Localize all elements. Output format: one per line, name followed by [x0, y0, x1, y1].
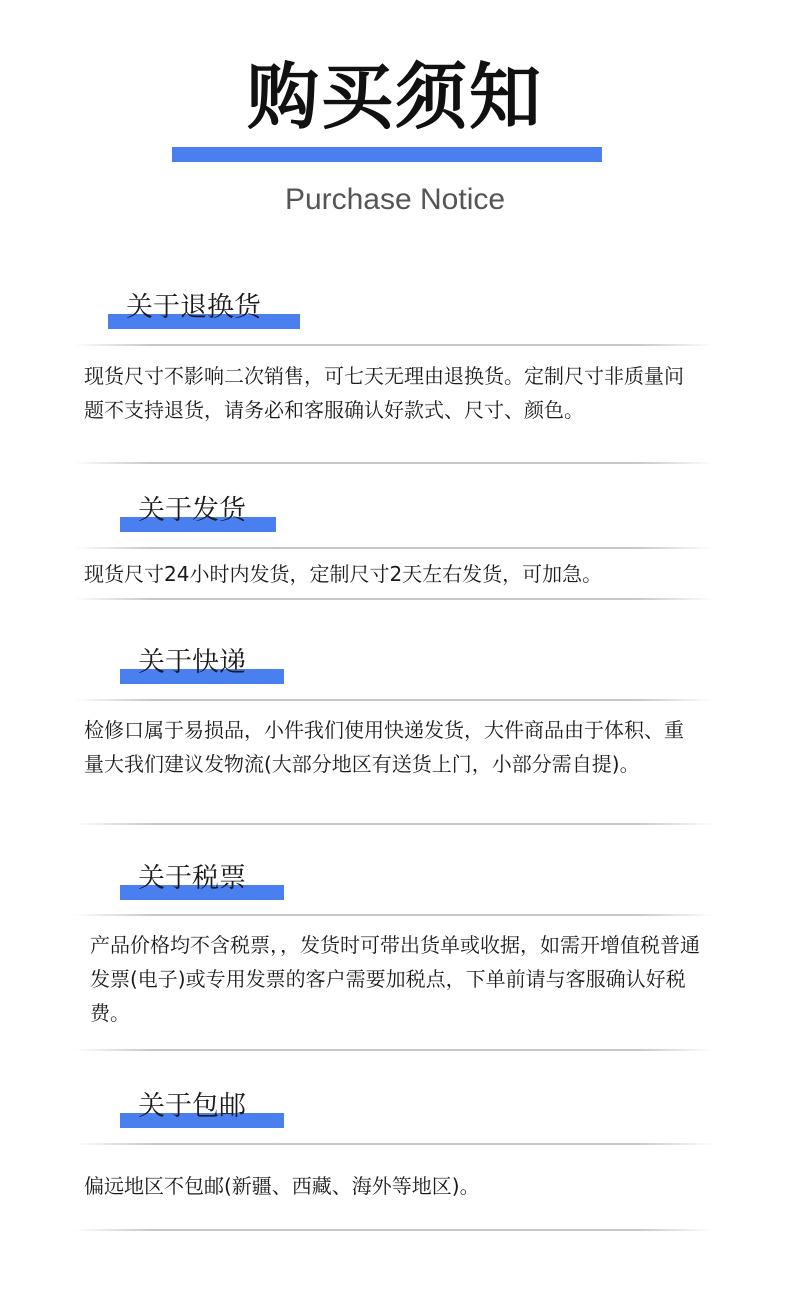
divider [74, 344, 714, 346]
page-title: 购买须知 [246, 55, 543, 139]
heading-text: 关于快递 [138, 647, 246, 678]
divider [74, 914, 714, 916]
section-body-invoice: 产品价格均不含税票，，发货时可带出货单或收据，如需开增值税普通发票(电子)或专用发票的客户需要加税点，下单前请与客服确认好税费。 [90, 933, 700, 1025]
divider [74, 1049, 714, 1051]
divider [74, 598, 714, 600]
section-heading-express [120, 642, 284, 684]
section-heading-returns [108, 287, 300, 329]
section-heading-free-shipping [120, 1086, 284, 1128]
heading-text: 关于税票 [138, 863, 246, 894]
heading-text: 关于退换货 [126, 292, 261, 323]
heading-text: 关于包邮 [138, 1091, 246, 1122]
divider [74, 1143, 714, 1145]
title-underline-bar [172, 147, 602, 162]
section-heading-invoice [120, 858, 284, 900]
section-body-express: 检修口属于易损品，小件我们使用快递发货，大件商品由于体积、重量大我们建议发物流(大部分地区有送货上门，小部分需自提)。 [84, 718, 684, 776]
section-body-free-shipping: 偏远地区不包邮(新疆、西藏、海外等地区)。 [84, 1174, 480, 1198]
page-subtitle: Purchase Notice [284, 183, 506, 216]
divider [74, 823, 714, 825]
section-body-shipping: 现货尺寸24小时内发货，定制尺寸2天左右发货，可加急。 [84, 562, 603, 586]
divider [74, 462, 714, 464]
section-heading-shipping [120, 490, 276, 532]
divider [74, 547, 714, 549]
heading-text: 关于发货 [138, 495, 246, 526]
divider [74, 699, 714, 701]
divider [74, 1229, 714, 1231]
section-body-returns: 现货尺寸不影响二次销售，可七天无理由退换货。定制尺寸非质量问题不支持退货，请务必和客服确认好款式、尺寸、颜色。 [84, 364, 684, 422]
